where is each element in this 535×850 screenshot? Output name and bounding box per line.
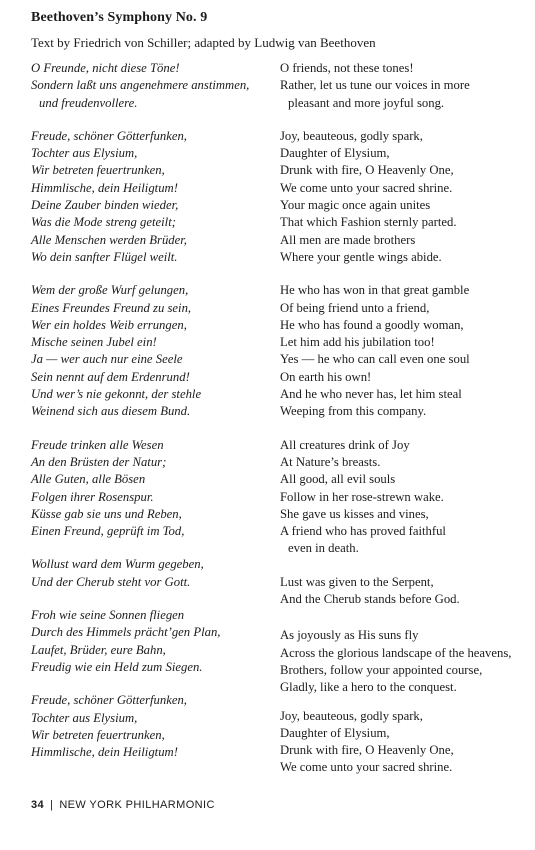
verse-line: Himmlische, dein Heiligtum! (31, 745, 178, 760)
verse-line: Tochter aus Elysium, (31, 710, 138, 725)
verse-line: Folgen ihrer Rosenspur. (31, 489, 154, 504)
verse-line: Joy, beauteous, godly spark, (280, 708, 423, 723)
verse-line: O friends, not these tones! (280, 61, 414, 75)
verse-line: Durch des Himmels prächt’gen Plan, (31, 625, 221, 640)
stanza (280, 60, 530, 112)
stanza (31, 128, 276, 266)
verse-line: even in death. (288, 541, 359, 556)
verse-line: All good, all evil souls (280, 472, 396, 487)
stanza (31, 437, 276, 541)
verse-line: O Freunde, nicht diese Töne! (31, 61, 180, 75)
verse-line: He who has won in that great gamble (280, 283, 470, 298)
verse-line: Yes — he who can call even one soul (280, 352, 470, 367)
verse-line: Wollust ward dem Wurm gegeben, (31, 557, 204, 572)
verse-line: Rather, let us tune our voices in more (280, 78, 470, 93)
verse-line: und freudenvollere. (39, 95, 138, 110)
verse-line: Let him add his jubilation too! (280, 335, 435, 350)
verse-line: Wo dein sanfter Flügel weilt. (31, 249, 178, 264)
verse-line: Ja — wer auch nur eine Seele (31, 352, 183, 367)
verse-line: He who has found a goodly woman, (280, 317, 464, 332)
verse-line: That which Fashion sternly parted. (280, 215, 457, 230)
verse-line: Follow in her rose-strewn wake. (280, 489, 444, 504)
verse-line: Daughter of Elysium, (280, 146, 390, 161)
verse-line: An den Brüsten der Natur; (31, 454, 167, 469)
verse-line: Und der Cherub steht vor Gott. (31, 574, 191, 589)
verse-line: Weinend sich aus diesem Bund. (31, 404, 191, 419)
verse-line: Und wer’s nie gekonnt, der stehle (31, 387, 202, 402)
verse-line: Wer ein holdes Weib errungen, (31, 317, 187, 332)
verse-line: As joyously as His suns fly (280, 628, 419, 643)
verse-line: Gladly, like a hero to the conquest. (280, 680, 457, 695)
page-title: Beethoven’s Symphony No. 9 (31, 10, 208, 25)
footer-separator: | (50, 799, 54, 811)
verse-line: Lust was given to the Serpent, (280, 574, 434, 589)
verse-line: And the Cherub stands before God. (280, 592, 460, 607)
publication-name: NEW YORK PHILHARMONIC (59, 799, 215, 811)
verse-line: Freude trinken alle Wesen (31, 437, 164, 452)
verse-line: Himmlische, dein Heiligtum! (31, 180, 178, 195)
verse-line: Freudig wie ein Held zum Siegen. (31, 659, 203, 674)
verse-line: Freude, schöner Götterfunken, (31, 693, 187, 708)
verse-line: Wir betreten feuertrunken, (31, 727, 165, 742)
verse-line: We come unto your sacred shrine. (280, 760, 453, 775)
verse-line: Joy, beauteous, godly spark, (280, 128, 423, 143)
stanza (31, 60, 276, 112)
stanza (280, 128, 530, 266)
stanza (31, 607, 276, 676)
german-text-column (31, 60, 276, 777)
verse-line: Laufet, Brüder, eure Bahn, (31, 642, 166, 657)
verse-line: On earth his own! (280, 369, 372, 384)
verse-line: She gave us kisses and vines, (280, 506, 429, 521)
verse-line: Froh wie seine Sonnen fliegen (31, 608, 185, 623)
page-subtitle: Text by Friedrich von Schiller; adapted by Ludwig van Beethoven (31, 35, 376, 50)
verse-line: Wir betreten feuertrunken, (31, 163, 165, 178)
verse-line: Wem der große Wurf gelungen, (31, 283, 189, 298)
verse-line: Brothers, follow your appointed course, (280, 662, 483, 677)
verse-line: Drunk with fire, O Heavenly One, (280, 743, 454, 758)
verse-line: All creatures drink of Joy (280, 437, 410, 452)
stanza (280, 574, 530, 609)
page-number: 34 (31, 799, 45, 811)
stanza (280, 708, 530, 777)
verse-line: Of being friend unto a friend, (280, 300, 430, 315)
verse-line: We come unto your sacred shrine. (280, 180, 453, 195)
verse-line: Deine Zauber binden wieder, (31, 198, 179, 213)
verse-line: Alle Guten, alle Bösen (31, 472, 146, 487)
stanza (280, 437, 530, 558)
verse-line: Tochter aus Elysium, (31, 146, 138, 161)
page-footer (31, 799, 215, 811)
stanza (31, 692, 276, 761)
verse-line: Weeping from this company. (280, 404, 427, 419)
verse-line: Einen Freund, geprüft im Tod, (31, 524, 185, 539)
verse-line: All men are made brothers (280, 232, 416, 247)
stanza (31, 556, 276, 591)
verse-line: Across the glorious landscape of the heavens, (280, 645, 512, 660)
verse-line: Drunk with fire, O Heavenly One, (280, 163, 454, 178)
stanza (280, 627, 530, 696)
verse-line: A friend who has proved faithful (280, 524, 446, 539)
verse-line: Daughter of Elysium, (280, 725, 390, 740)
verse-line: And he who never has, let him steal (280, 387, 462, 402)
verse-line: At Nature’s breasts. (280, 454, 381, 469)
verse-line: Freude, schöner Götterfunken, (31, 128, 187, 143)
verse-line: Küsse gab sie uns und Reben, (31, 506, 182, 521)
verse-line: pleasant and more joyful song. (288, 95, 445, 110)
verse-line: Alle Menschen werden Brüder, (31, 232, 187, 247)
verse-line: Eines Freundes Freund zu sein, (31, 300, 192, 315)
verse-line: Sondern laßt uns angenehmere anstimmen, (31, 78, 250, 93)
stanza (280, 282, 530, 420)
verse-line: Your magic once again unites (280, 198, 431, 213)
verse-line: Mische seinen Jubel ein! (31, 335, 157, 350)
verse-line: Sein nennt auf dem Erdenrund! (31, 369, 190, 384)
verse-line: Where your gentle wings abide. (280, 249, 442, 264)
verse-line: Was die Mode streng geteilt; (31, 215, 176, 230)
english-translation-column (280, 60, 530, 793)
stanza (31, 282, 276, 420)
